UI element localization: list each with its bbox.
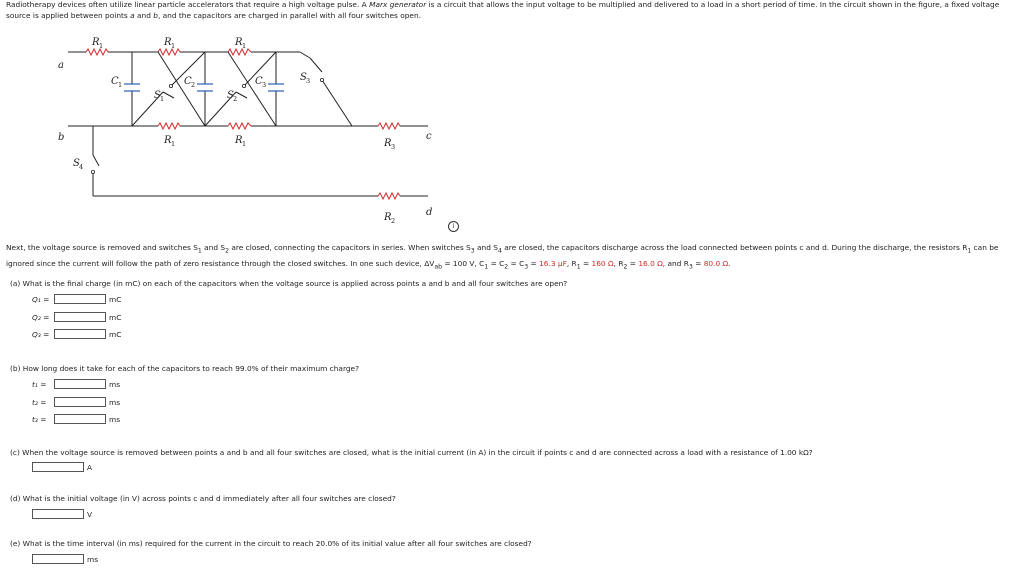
svg-text:2: 2	[391, 217, 396, 225]
t1-row: t₁ = ms	[32, 379, 121, 389]
r1-label-top2: R	[164, 37, 172, 48]
t3-row: t₃ = ms	[32, 414, 121, 424]
svg-text:3: 3	[262, 81, 267, 89]
d-answer-row: V	[32, 509, 92, 519]
current-input[interactable]	[32, 462, 84, 472]
circuit-figure	[0, 0, 1024, 240]
discharge-paragraph: Next, the voltage source is removed and switches $S_1$ and $S_2$ are closed, connecting the capacitors in series. When switches $S_3$ and $S_4$ are closed, the capacitors discharge across the load connected between points c and d. During the discharge, the resistors $R_1$ can be ignored since the current will follow the path of zero resistance through the closed switches. In one such device, $\Delta V_{ab} = 100$ V, $C_1 = C_2 = C_3 = 16.3$ μF, $R_1 = 160$ Ω, $R_2 = 16.0$ Ω, and $R_3 = 80.0$ Ω.	[6, 243, 999, 271]
s2-label: S	[227, 90, 234, 101]
svg-text:1: 1	[99, 42, 104, 50]
voltage-input[interactable]	[32, 509, 84, 519]
t2-row: t₂ = ms	[32, 397, 121, 407]
q2-row: Q₂ = mC	[32, 312, 122, 322]
s4-label: S	[73, 158, 80, 169]
q3-input[interactable]	[54, 329, 106, 339]
question-b-prompt: (b) How long does it take for each of the capacitors to reach 99.0% of their maximum charge?	[10, 364, 360, 373]
r1-label-bottom2: R	[235, 135, 243, 146]
info-icon[interactable]: i	[448, 221, 459, 232]
q1-input[interactable]	[54, 294, 106, 304]
s3-label: S	[300, 72, 307, 83]
c2-label: C	[184, 76, 192, 87]
svg-text:1: 1	[118, 81, 123, 89]
question-d-prompt: (d) What is the initial voltage (in V) across points c and d immediately after all four switches are closed?	[10, 494, 396, 503]
t3-input[interactable]	[54, 414, 106, 424]
r1-label-top3: R	[235, 37, 243, 48]
question-e-prompt: (e) What is the time interval (in ms) required for the current in the circuit to reach 20.0% of its initial value after all four switches are closed?	[10, 539, 532, 548]
t1-input[interactable]	[54, 379, 106, 389]
s1-label: S	[154, 90, 161, 101]
point-c-label: c	[426, 131, 432, 142]
c-answer-row: A	[32, 462, 92, 472]
r3-label: R	[384, 138, 392, 149]
e-answer-row: ms	[32, 554, 98, 564]
svg-text:4: 4	[79, 163, 84, 171]
time-interval-input[interactable]	[32, 554, 84, 564]
r1-label-bottom1: R	[164, 135, 172, 146]
r2-label: R	[384, 212, 392, 223]
t2-input[interactable]	[54, 397, 106, 407]
c1-label: C	[111, 76, 119, 87]
svg-text:3: 3	[391, 143, 396, 151]
r1-label-top1: R	[92, 37, 100, 48]
svg-text:1: 1	[160, 95, 165, 103]
q2-input[interactable]	[54, 312, 106, 322]
svg-text:2: 2	[233, 95, 238, 103]
question-c-prompt: (c) When the voltage source is removed between points a and b and all four switches are closed, what is the initial current (in A) in the circuit if points c and d are connected across a load with a resistance of 1.00 kΩ?	[10, 448, 813, 457]
point-a-label: a	[58, 60, 64, 71]
svg-text:3: 3	[306, 77, 311, 85]
svg-text:2: 2	[191, 81, 196, 89]
q3-row: Q₃ = mC	[32, 329, 122, 339]
c3-label: C	[255, 76, 263, 87]
svg-text:1: 1	[242, 140, 247, 148]
svg-text:1: 1	[171, 140, 176, 148]
point-d-label: d	[426, 207, 433, 218]
svg-text:1: 1	[242, 42, 247, 50]
question-a-prompt: (a) What is the final charge (in mC) on each of the capacitors when the voltage source is applied across points a and b and all four switches are open?	[10, 279, 568, 288]
intro-paragraph: Radiotherapy devices often utilize linear particle accelerators that require a high voltage pulse. A Marx generator is a circuit that allows the input voltage to be multiplied and delivered to a load in a short period of time. In the circuit shown in the figure, a fixed voltage source is applied between points a and b, and the capacitors are charged in parallel with all four switches open.	[6, 0, 1000, 20]
point-b-label: b	[58, 132, 65, 143]
svg-text:1: 1	[171, 42, 176, 50]
q1-row: Q₁ = mC	[32, 294, 122, 304]
